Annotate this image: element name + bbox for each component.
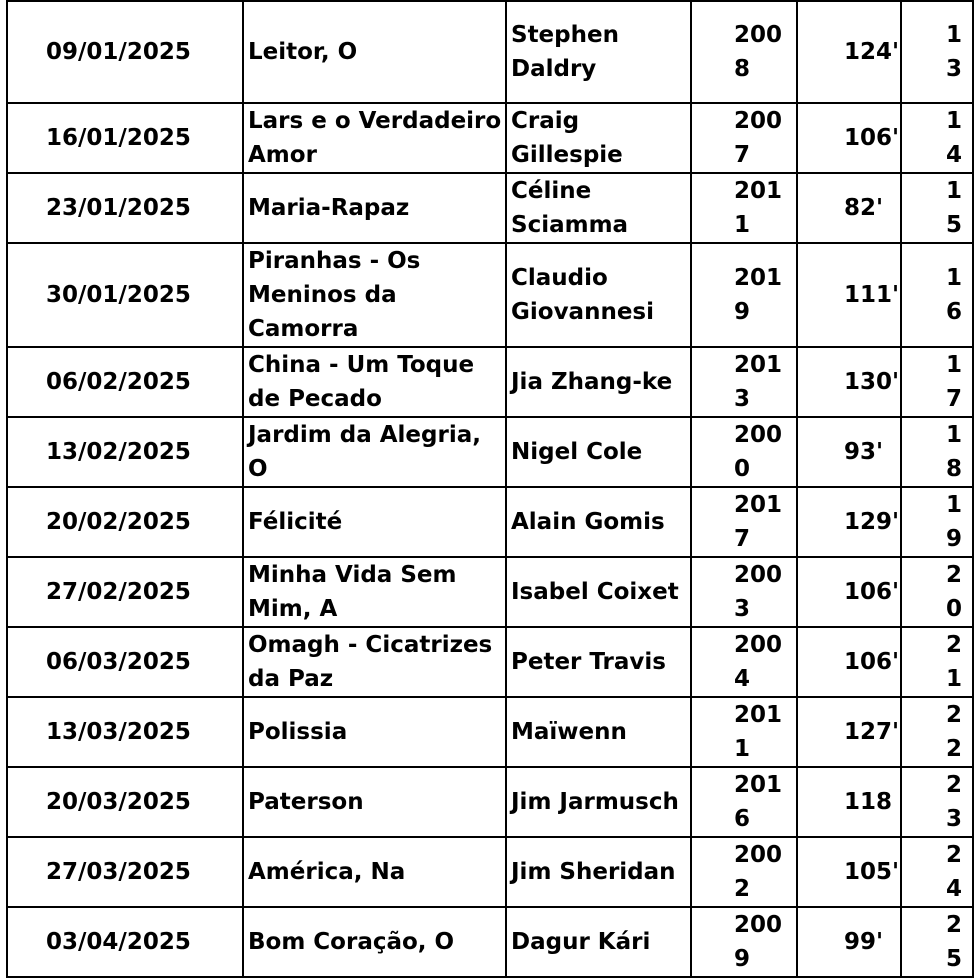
year-cell: 2004 [691, 627, 797, 697]
title-cell: Minha Vida Sem Mim, A [243, 557, 506, 627]
duration-cell: 127' [797, 697, 901, 767]
director-cell: Alain Gomis [506, 487, 691, 557]
duration-cell: 129' [797, 487, 901, 557]
table-row [7, 347, 973, 417]
session-number-cell: 20 [901, 557, 973, 627]
director-cell: Claudio Giovannesi [506, 243, 691, 347]
table-row [7, 1, 973, 103]
title-cell: Piranhas - Os Meninos da Camorra [243, 243, 506, 347]
session-number-cell: 14 [901, 103, 973, 173]
session-number-cell: 18 [901, 417, 973, 487]
duration-cell: 130' [797, 347, 901, 417]
director-cell: Maïwenn [506, 697, 691, 767]
date-cell: 13/02/2025 [7, 417, 243, 487]
date-cell: 27/02/2025 [7, 557, 243, 627]
table-row [7, 417, 973, 487]
year-cell: 2011 [691, 173, 797, 243]
session-number-cell: 24 [901, 837, 973, 907]
date-cell: 16/01/2025 [7, 103, 243, 173]
director-cell: Stephen Daldry [506, 1, 691, 103]
table-row [7, 627, 973, 697]
duration-cell: 118 [797, 767, 901, 837]
duration-cell: 124' [797, 1, 901, 103]
duration-cell: 93' [797, 417, 901, 487]
duration-cell: 106' [797, 557, 901, 627]
director-cell: Craig Gillespie [506, 103, 691, 173]
date-cell: 23/01/2025 [7, 173, 243, 243]
session-number-cell: 25 [901, 907, 973, 977]
year-cell: 2008 [691, 1, 797, 103]
date-cell: 06/03/2025 [7, 627, 243, 697]
director-cell: Dagur Kári [506, 907, 691, 977]
director-cell: Jim Sheridan [506, 837, 691, 907]
table-row [7, 697, 973, 767]
year-cell: 2009 [691, 907, 797, 977]
title-cell: Maria-Rapaz [243, 173, 506, 243]
date-cell: 13/03/2025 [7, 697, 243, 767]
year-cell: 2019 [691, 243, 797, 347]
table-row [7, 487, 973, 557]
session-number-cell: 21 [901, 627, 973, 697]
title-cell: América, Na [243, 837, 506, 907]
session-number-cell: 15 [901, 173, 973, 243]
session-number-cell: 13 [901, 1, 973, 103]
table-row [7, 557, 973, 627]
year-cell: 2017 [691, 487, 797, 557]
director-cell: Jia Zhang-ke [506, 347, 691, 417]
date-cell: 20/02/2025 [7, 487, 243, 557]
table-row [7, 103, 973, 173]
title-cell: Paterson [243, 767, 506, 837]
director-cell: Céline Sciamma [506, 173, 691, 243]
date-cell: 03/04/2025 [7, 907, 243, 977]
year-cell: 2016 [691, 767, 797, 837]
director-cell: Peter Travis [506, 627, 691, 697]
session-number-cell: 17 [901, 347, 973, 417]
duration-cell: 106' [797, 627, 901, 697]
session-number-cell: 16 [901, 243, 973, 347]
table-row [7, 173, 973, 243]
session-number-cell: 22 [901, 697, 973, 767]
year-cell: 2007 [691, 103, 797, 173]
title-cell: China - Um Toque de Pecado [243, 347, 506, 417]
year-cell: 2013 [691, 347, 797, 417]
director-cell: Nigel Cole [506, 417, 691, 487]
table-row [7, 767, 973, 837]
year-cell: 2002 [691, 837, 797, 907]
title-cell: Polissia [243, 697, 506, 767]
date-cell: 30/01/2025 [7, 243, 243, 347]
date-cell: 27/03/2025 [7, 837, 243, 907]
director-cell: Jim Jarmusch [506, 767, 691, 837]
session-number-cell: 23 [901, 767, 973, 837]
year-cell: 2011 [691, 697, 797, 767]
title-cell: Bom Coração, O [243, 907, 506, 977]
table-row [7, 243, 973, 347]
screening-schedule-table [6, 0, 974, 978]
table-row [7, 907, 973, 977]
year-cell: 2000 [691, 417, 797, 487]
date-cell: 20/03/2025 [7, 767, 243, 837]
year-cell: 2003 [691, 557, 797, 627]
date-cell: 06/02/2025 [7, 347, 243, 417]
duration-cell: 111' [797, 243, 901, 347]
director-cell: Isabel Coixet [506, 557, 691, 627]
title-cell: Lars e o Verdadeiro Amor [243, 103, 506, 173]
duration-cell: 106' [797, 103, 901, 173]
title-cell: Omagh - Cicatrizes da Paz [243, 627, 506, 697]
duration-cell: 105' [797, 837, 901, 907]
duration-cell: 99' [797, 907, 901, 977]
title-cell: Leitor, O [243, 1, 506, 103]
session-number-cell: 19 [901, 487, 973, 557]
date-cell: 09/01/2025 [7, 1, 243, 103]
table-row [7, 837, 973, 907]
title-cell: Félicité [243, 487, 506, 557]
title-cell: Jardim da Alegria, O [243, 417, 506, 487]
duration-cell: 82' [797, 173, 901, 243]
